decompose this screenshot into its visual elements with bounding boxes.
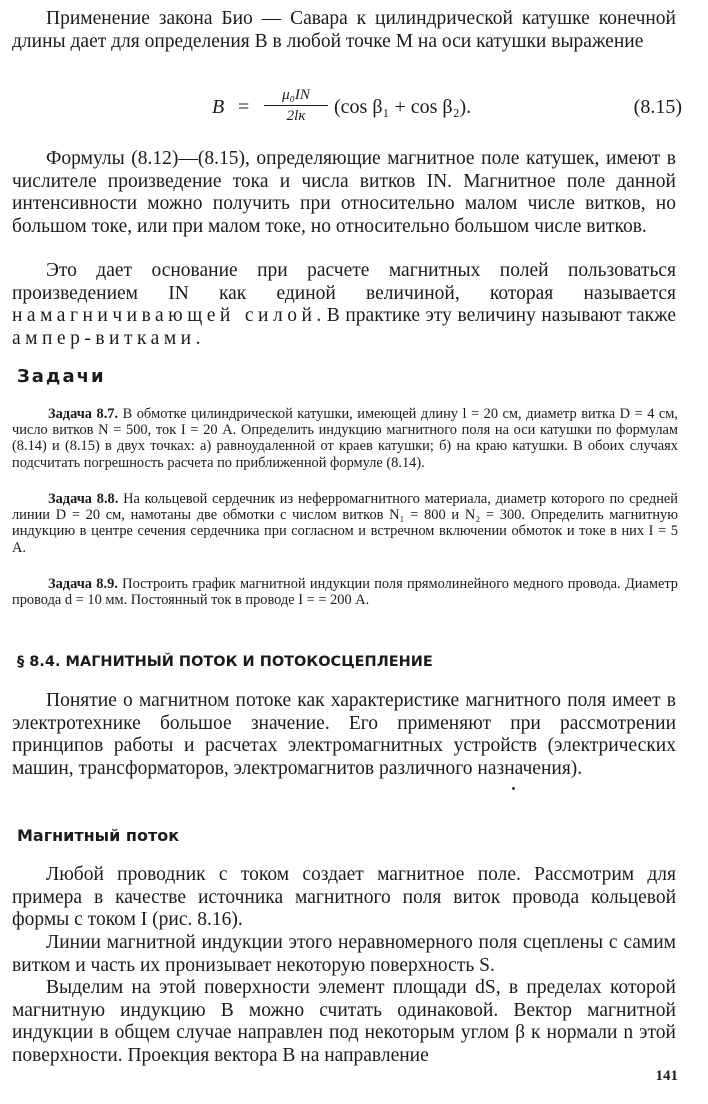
induction-lines-paragraph: Линии магнитной индукции этого неравномерного поля сцеплены с самим витком и часть их пронизывает некоторую поверхность S.	[12, 932, 676, 976]
term-magnetizing-force: намагничивающей силой	[12, 305, 317, 327]
formula-8-15	[212, 88, 682, 136]
formula-denominator: 2lк	[286, 108, 306, 124]
formula-numerator: μ₀IN	[264, 86, 328, 106]
p3-end: .	[195, 327, 201, 349]
task-8-9-text: Построить график магнитной индукции поля прямолинейного медного провода. Диаметр провода d = 10 мм. Постоянный ток в проводе I = = 200 А.	[12, 576, 678, 609]
task-8-7-label: Задача 8.7.	[48, 406, 119, 422]
formula-lhs: B	[212, 96, 225, 118]
formula-rhs: (cos β₁ + cos β₂).	[334, 96, 472, 118]
intro-paragraph: Применение закона Био — Савара к цилиндрической катушке конечной длины дает для определения B в любой точке M на оси катушки выражение	[12, 8, 676, 52]
task-8-7-text: В обмотке цилиндрической катушки, имеющей длину l = 20 см, диаметр витка D = 4 см, число витков N = 500, ток I = 20 А. Определить индукцию магнитного поля на оси катушки по формулам (8.14) и (8.15) в двух точках: а) равноудаленной от краев катушки; б) на краю катушки. В обоих случаях подсчитать погрешность расчета по приближенной формуле (8.14).	[12, 406, 679, 471]
task-8-9	[12, 576, 678, 608]
term-ampere-turns: ампер-витками	[12, 327, 196, 349]
formula-number: (8.15)	[633, 96, 682, 118]
formula-equals: =	[238, 96, 250, 118]
task-8-8	[12, 491, 678, 556]
task-8-8-label: Задача 8.8.	[48, 491, 119, 507]
p3-mid: . В практике эту величину называют также	[316, 305, 676, 327]
subsection-heading: Магнитный поток	[17, 826, 180, 845]
p3-start: Это дает основание при расчете магнитных полей пользоваться произведением IN как единой величиной, которая называется	[12, 260, 676, 304]
task-8-8-text: На кольцевой сердечник из неферромагнитного материала, диаметр которого по средней линии D = 20 см, намотаны две обмотки с числом витков N₁ = 800 и N₂ = 300. Определить магнитную индукцию в центре сечения сердечника при согласном и встречном включении обмоток и токе в них I = 5 А.	[12, 491, 678, 556]
task-8-7	[12, 406, 678, 471]
magnetic-flux-intro-paragraph: Понятие о магнитном потоке как характеристике магнитного поля имеет в электротехнике большое значение. Его применяют при рассмотрении принципов работы и расчетах электромагнитных устройств (электрических машин, трансформаторов, электромагнитов различного назначения).	[12, 690, 676, 779]
tasks-heading: Задачи	[17, 366, 106, 387]
print-speck	[512, 787, 515, 790]
surface-element-paragraph: Выделим на этой поверхности элемент площади dS, в пределах которой магнитную индукцию B можно считать одинаковой. Вектор магнитной индукции в общем случае направлен под некоторым углом β к нормали n этой поверхности. Проекция вектора B на направление	[12, 977, 676, 1066]
conductor-paragraph: Любой проводник с током создает магнитное поле. Рассмотрим для примера в качестве источника магнитного поля виток провода кольцевой формы с током I (рис. 8.16).	[12, 864, 676, 931]
section-heading: § 8.4. МАГНИТНЫЙ ПОТОК И ПОТОКОСЦЕПЛЕНИЕ	[17, 654, 433, 670]
page-number: 141	[655, 1068, 678, 1084]
formula-fraction	[264, 86, 328, 126]
task-8-9-label: Задача 8.9.	[48, 576, 118, 592]
formulas-paragraph: Формулы (8.12)—(8.15), определяющие магнитное поле катушек, имеют в числителе произведение тока и числа витков IN. Магнитное поле данной интенсивности можно получить при относительно малом числе витков, но большом токе, или при малом токе, но относительно большом числе витков.	[12, 148, 676, 237]
magnetizing-force-paragraph	[12, 260, 676, 350]
